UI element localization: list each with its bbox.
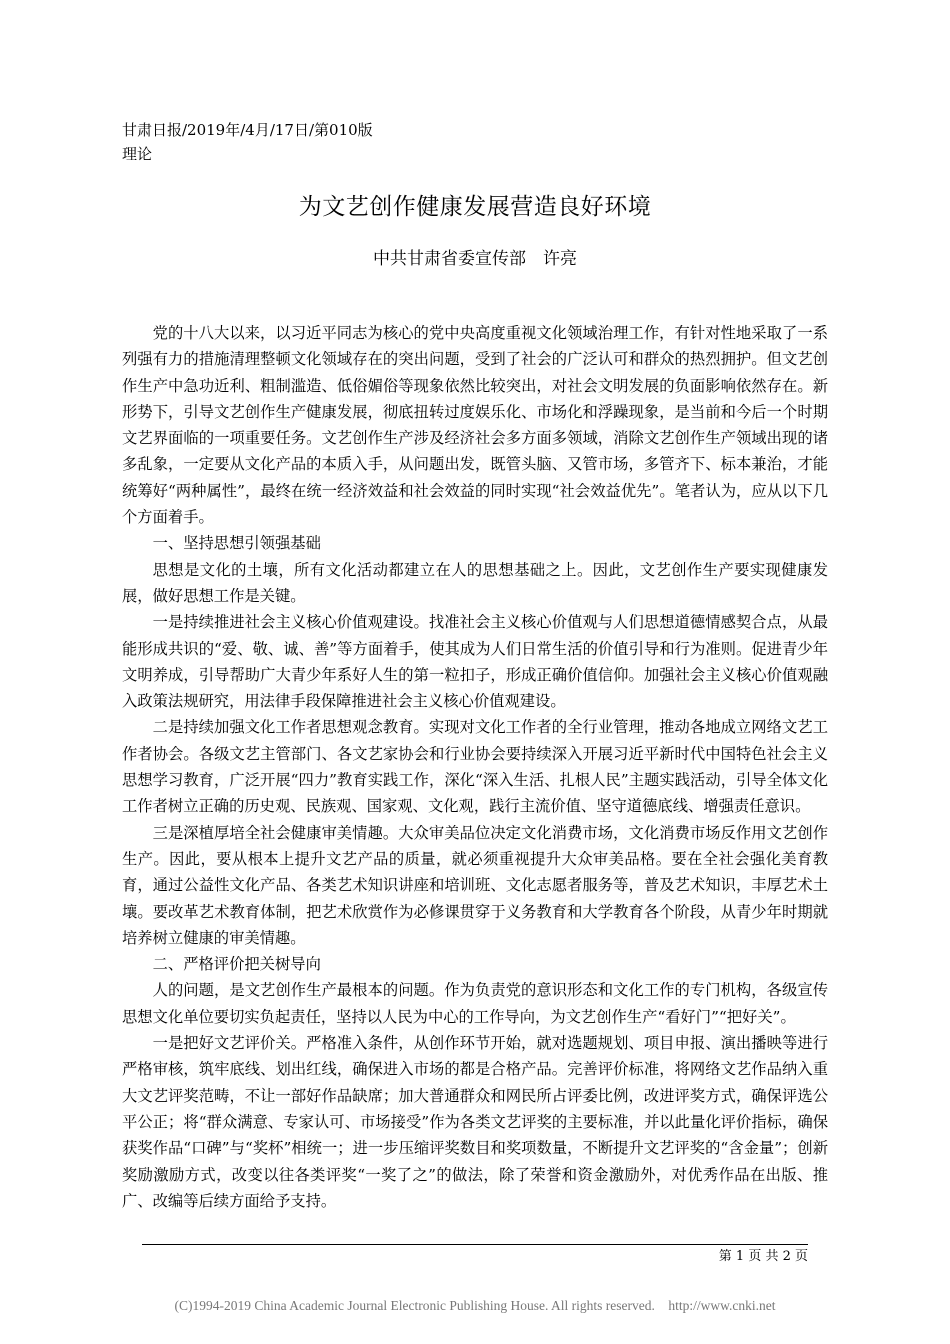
article-author: 中共甘肃省委宣传部 许亮 — [373, 249, 577, 269]
copyright-notice: (C)1994-2019 China Academic Journal Electronic Publishing House. All rights reserved. http://www.cnki.net — [174, 1298, 776, 1313]
publication-header — [122, 118, 373, 166]
paragraph: 一是把好文艺评价关。严格准入条件，从创作环节开始，就对选题规划、项目申报、演出播映等进行严格审核，筑牢底线、划出红线，确保进入市场的都是合格产品。完善评价标准，将网络文艺作品纳入重大文艺评奖范畴，不让一部好作品缺席；加大普通群众和网民所占评委比例，改进评奖方式，确保评选公平公正；将“群众满意、专家认可、市场接受”作为各类文艺评奖的主要标准，并以此量化评价指标，确保获奖作品“口碑”与“奖杯”相统一；进一步压缩评奖数目和奖项数量，不断提升文艺评奖的“含金量”；创新奖励激励方式，改变以往各类评奖“一奖了之”的做法，除了荣誉和资金激励外，对优秀作品在出版、推广、改编等后续方面给予支持。 — [122, 1034, 828, 1210]
page-number: 第 1 页 共 2 页 — [718, 1249, 808, 1264]
article-body — [122, 320, 828, 1214]
paragraph: 思想是文化的土壤，所有文化活动都建立在人的思想基础之上。因此，文艺创作生产要实现健康发展，做好思想工作是关键。 — [122, 560, 828, 605]
section-heading: 二、严格评价把关树导向 — [152, 955, 321, 974]
section-heading: 一、坚持思想引领强基础 — [152, 534, 321, 553]
paragraph: 三是深植厚培全社会健康审美情趣。大众审美品位决定文化消费市场，文化消费市场反作用文艺创作生产。因此，要从根本上提升文艺产品的质量，就必须重视提升大众审美品格。要在全社会强化美育教育，通过公益性文化产品、各类艺术知识讲座和培训班、文化志愿者服务等，普及艺术知识，丰厚艺术土壤。要改革艺术教育体制，把艺术欣赏作为必修课贯穿于义务教育和大学教育各个阶段，从青少年时期就培养树立健康的审美情趣。 — [122, 823, 828, 947]
article-title: 为文艺创作健康发展营造良好环境 — [298, 194, 652, 220]
paragraph: 一是持续推进社会主义核心价值观建设。找准社会主义核心价值观与人们思想道德情感契合点，从最能形成共识的“爱、敬、诚、善”等方面着手，使其成为人们日常生活的价值引导和行为准则。促进青少年文明养成，引导帮助广大青少年系好人生的第一粒扣子，形成正确价值信仰。加强社会主义核心价值观融入政策法规研究，用法律手段保障推进社会主义核心价值观建设。 — [122, 613, 828, 711]
paragraph: 党的十八大以来，以习近平同志为核心的党中央高度重视文化领域治理工作，有针对性地采取了一系列强有力的措施清理整顿文化领域存在的突出问题，受到了社会的广泛认可和群众的热烈拥护。但文艺创作生产中急功近利、粗制滥造、低俗媚俗等现象依然比较突出，对社会文明发展的负面影响依然存在。新形势下，引导文艺创作生产健康发展，彻底扭转过度娱乐化、市场化和浮躁现象，是当前和今后一个时期文艺界面临的一项重要任务。文艺创作生产涉及经济社会多方面多领域，消除文艺创作生产领域出现的诸多乱象，一定要从文化产品的本质入手，从问题出发，既管头脑、又管市场，多管齐下、标本兼治，才能统筹好“两种属性”，最终在统一经济效益和社会效益的同时实现“社会效益优先”。笔者认为，应从以下几个方面着手。 — [122, 324, 828, 527]
section-label: 理论 — [122, 145, 153, 163]
source-line: 甘肃日报/2019年/4月/17日/第010版 — [122, 121, 373, 139]
paragraph: 二是持续加强文化工作者思想观念教育。实现对文化工作者的全行业管理，推动各地成立网络文艺工作者协会。各级文艺主管部门、各文艺家协会和行业协会要持续深入开展习近平新时代中国特色社会主义思想学习教育，广泛开展“四力”教育实践工作，深化“深入生活、扎根人民”主题实践活动，引导全体文化工作者树立正确的历史观、民族观、国家观、文化观，践行主流价值、坚守道德底线、增强责任意识。 — [122, 718, 828, 816]
footer-divider — [142, 1244, 808, 1245]
paragraph: 人的问题，是文艺创作生产最根本的问题。作为负责党的意识形态和文化工作的专门机构，各级宣传思想文化单位要切实负起责任，坚持以人民为中心的工作导向，为文艺创作生产“看好门”“把好关”。 — [122, 981, 828, 1026]
